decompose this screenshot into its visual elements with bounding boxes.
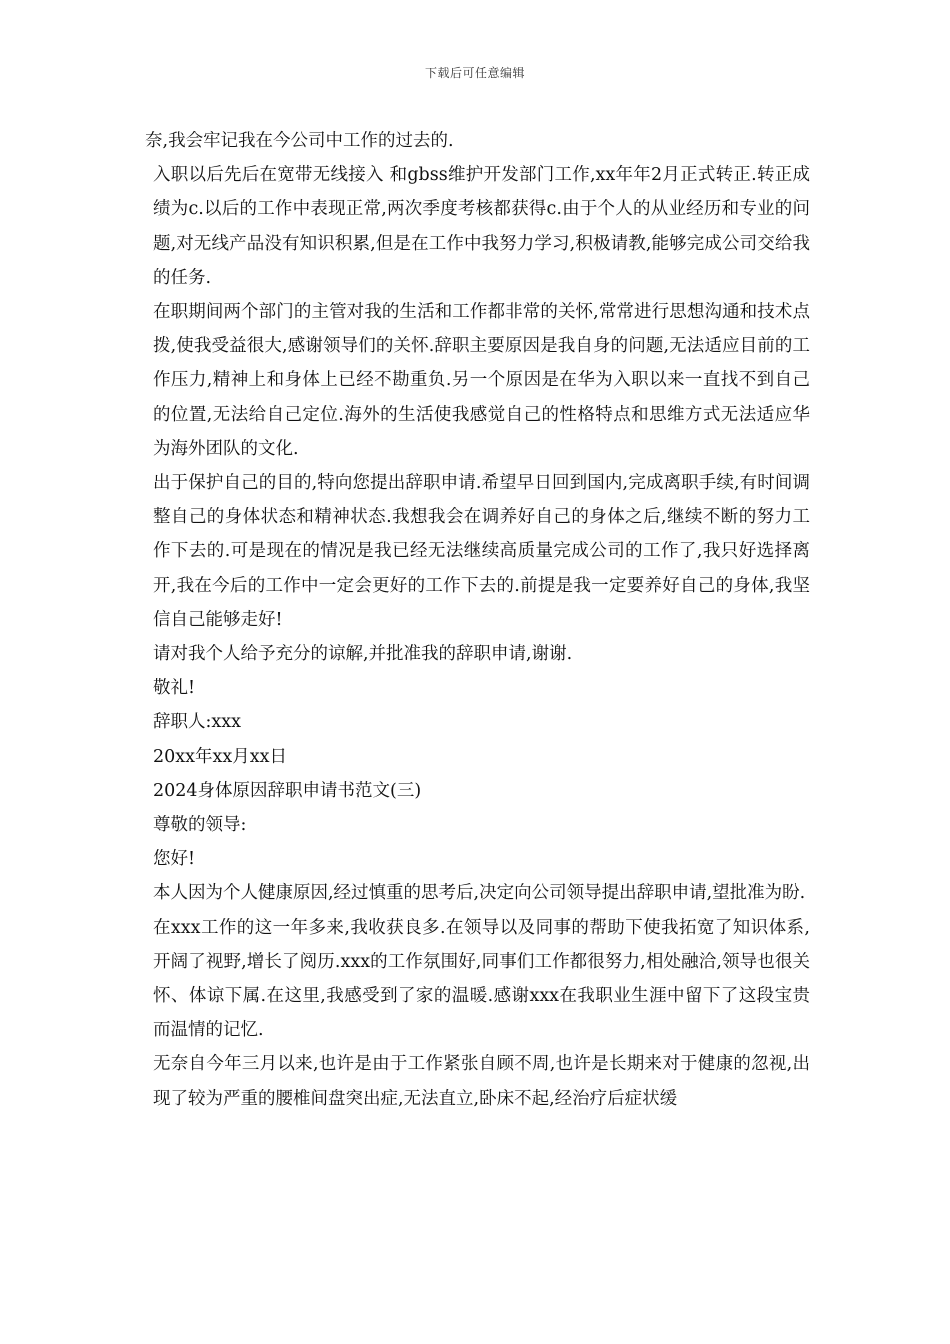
paragraph-reasons: 在职期间两个部门的主管对我的生活和工作都非常的关怀,常常进行思想沟通和技术点拨,使我受益很大,感谢领导们的关怀.辞职主要原因是我自身的问题,无法适应目前的工作压力,精神上和身体上已经不勘重负.另一个原因是在华为入职以来一直找不到自己的位置,无法给自己定位.海外的生活使我感觉自己的性格特点和思维方式无法适应华为海外团队的文化. bbox=[153, 302, 810, 459]
salutation-closing: 敬礼! bbox=[153, 678, 196, 699]
paragraph-work-history: 入职以后先后在宽带无线接入 和gbss维护开发部门工作,xx年年2月正式转正.转正成绩为c.以后的工作中表现正常,两次季度考核都获得c.由于个人的从业经历和专业的问题,对无线产品没有知识积累,但是在工作中我努力学习,积极请教,能够完成公司交给我的任务. bbox=[153, 165, 810, 288]
greeting-recipient: 尊敬的领导: bbox=[153, 815, 247, 836]
paragraph-gratitude: 在xxx工作的这一年多来,我收获良多.在领导以及同事的帮助下使我拓宽了知识体系,开阔了视野,增长了阅历.xxx的工作氛围好,同事们工作都很努力,相处融洽,领导也很关怀、体谅下属.在这里,我感受到了家的温暖.感谢xxx在我职业生涯中留下了这段宝贵而温情的记忆. bbox=[153, 917, 810, 1041]
greeting-hello: 您好! bbox=[153, 849, 196, 870]
paragraph-health: 无奈自今年三月以来,也许是由于工作紧张自顾不周,也许是长期来对于健康的忽视,出现了较为严重的腰椎间盘突出症,无法直立,卧床不起,经治疗后症状缓 bbox=[153, 1054, 810, 1109]
paragraph-intent: 本人因为个人健康原因,经过慎重的思考后,决定向公司领导提出辞职申请,望批准为盼. bbox=[153, 883, 806, 904]
paragraph-continuation: 奈,我会牢记我在今公司中工作的过去的. bbox=[145, 131, 454, 151]
date-line: 20xx年xx月xx日 bbox=[153, 746, 287, 767]
document-body bbox=[145, 124, 810, 1116]
signature-line: 辞职人:xxx bbox=[153, 712, 242, 733]
page-header-note: 下载后可任意编辑 bbox=[424, 66, 525, 80]
paragraph-request: 出于保护自己的目的,特向您提出辞职申请.希望早日回到国内,完成离职手续,有时间调整自己的身体状态和精神状态.我想我会在调养好自己的身体之后,继续不断的努力工作下去的.可是现在的情况是我已经无法继续高质量完成公司的工作了,我只好选择离开,我在今后的工作中一定会更好的工作下去的.前提是我一定要养好自己的身体,我坚信自己能够走好! bbox=[153, 473, 810, 630]
section-title: 2024身体原因辞职申请书范文(三) bbox=[153, 780, 422, 801]
paragraph-thanks: 请对我个人给予充分的谅解,并批准我的辞职申请,谢谢. bbox=[153, 644, 573, 665]
